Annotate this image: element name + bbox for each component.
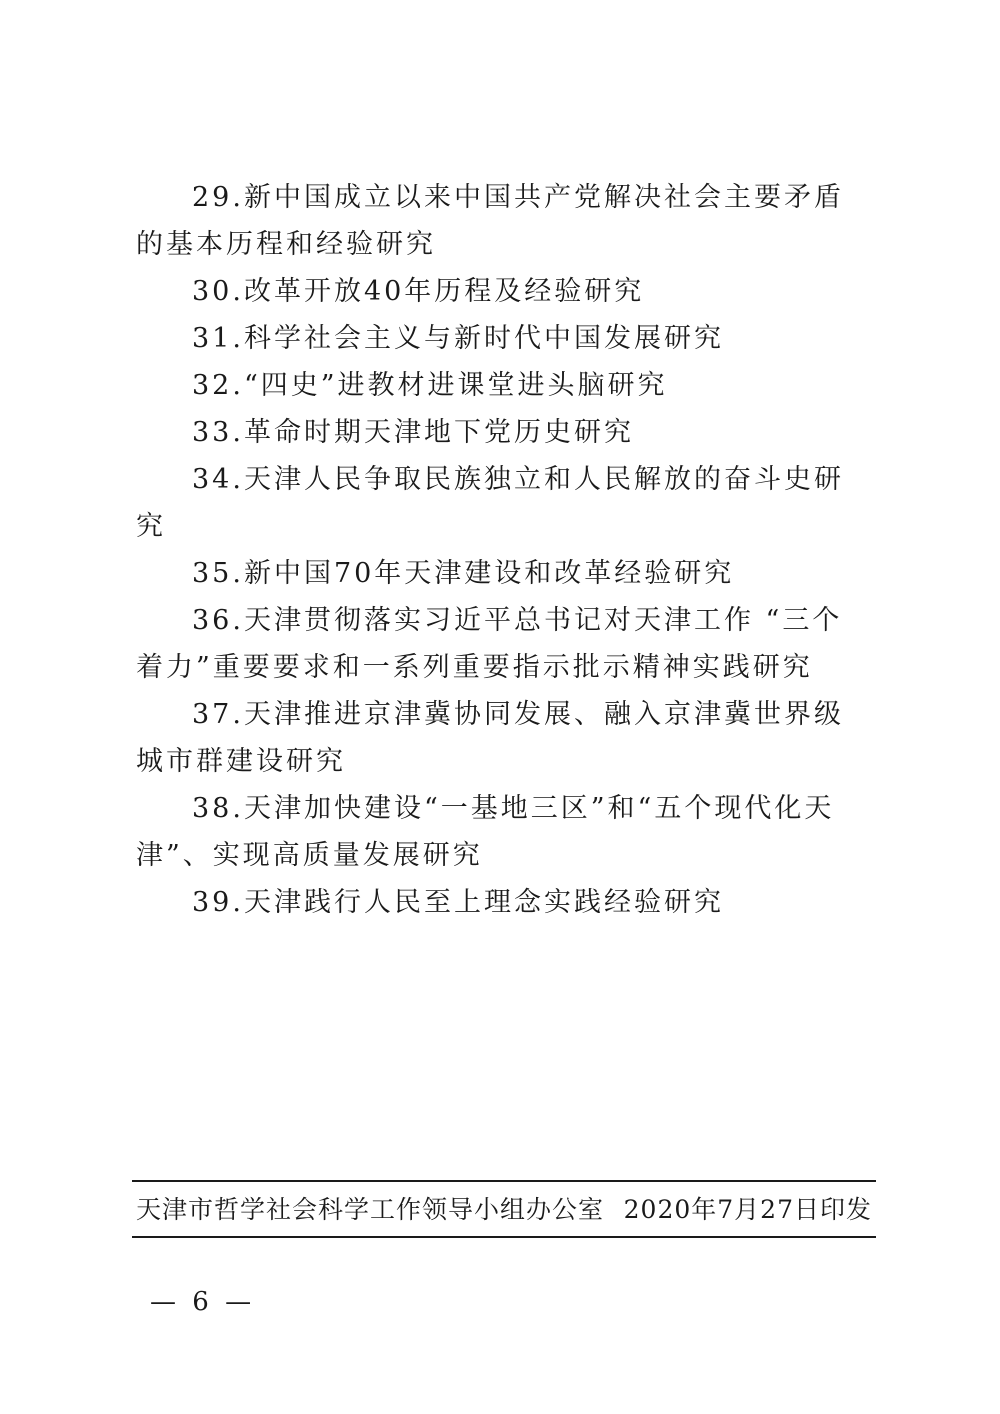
topic-item-30: 30.改革开放40年历程及经验研究 bbox=[192, 276, 645, 307]
topic-item-33: 33.革命时期天津地下党历史研究 bbox=[192, 417, 634, 448]
page-number: — 6 — bbox=[150, 1287, 256, 1317]
research-topic-list bbox=[136, 174, 872, 926]
topic-item-29: 29.新中国成立以来中国共产党解决社会主要矛盾的基本历程和经验研究 bbox=[136, 182, 844, 260]
topic-item-31: 31.科学社会主义与新时代中国发展研究 bbox=[192, 323, 724, 354]
topic-item-35: 35.新中国70年天津建设和改革经验研究 bbox=[192, 558, 735, 589]
topic-item-34: 34.天津人民争取民族独立和人民解放的奋斗史研究 bbox=[136, 464, 844, 542]
issue-date: 2020年7月27日印发 bbox=[623, 1195, 872, 1224]
footer-bottom-rule bbox=[132, 1236, 876, 1238]
topic-item-37: 37.天津推进京津冀协同发展、融入京津冀世界级城市群建设研究 bbox=[136, 699, 844, 777]
topic-item-32: 32.“四史”进教材进课堂进头脑研究 bbox=[192, 370, 668, 401]
footer-top-rule bbox=[132, 1180, 876, 1182]
topic-item-39: 39.天津践行人民至上理念实践经验研究 bbox=[192, 887, 724, 918]
topic-item-36: 36.天津贯彻落实习近平总书记对天津工作 “三个着力”重要要求和一系列重要指示批示精神实践研究 bbox=[136, 605, 843, 683]
issuer-name: 天津市哲学社会科学工作领导小组办公室 bbox=[136, 1195, 605, 1224]
topic-item-38: 38.天津加快建设“一基地三区”和“五个现代化天津”、实现高质量发展研究 bbox=[136, 793, 835, 871]
issuance-footer bbox=[136, 1188, 872, 1228]
